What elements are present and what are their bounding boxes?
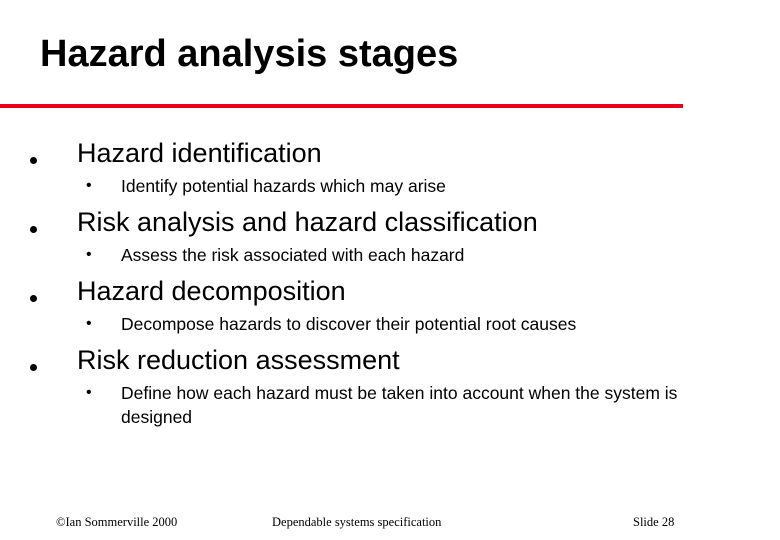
sub-bullet-icon: •	[86, 384, 92, 401]
item-sub-text: Identify potential hazards which may arise	[121, 176, 446, 196]
title-divider	[0, 104, 683, 108]
item-sub-text: Assess the risk associated with each hazard	[121, 245, 465, 265]
sub-bullet-icon: •	[86, 246, 92, 263]
item-label: Risk analysis and hazard classification	[77, 207, 538, 237]
slide-title: Hazard analysis stages	[40, 33, 459, 75]
item-label: Risk reduction assessment	[77, 345, 400, 375]
item-label: Hazard decomposition	[77, 276, 346, 306]
sub-bullet-icon: •	[86, 177, 92, 194]
bullet-icon	[30, 295, 37, 302]
item-label: Hazard identification	[77, 138, 322, 168]
footer-copyright: ©Ian Sommerville 2000	[56, 515, 178, 529]
item-sub-text: Define how each hazard must be taken into account when the system is designed	[121, 383, 678, 427]
item-sub-text: Decompose hazards to discover their potential root causes	[121, 314, 577, 334]
footer-slide-number: Slide 28	[633, 515, 675, 529]
bullet-icon	[30, 157, 37, 164]
bullet-icon	[30, 226, 37, 233]
footer-title: Dependable systems specification	[272, 515, 442, 529]
bullet-icon	[30, 364, 37, 371]
sub-bullet-icon: •	[86, 315, 92, 332]
